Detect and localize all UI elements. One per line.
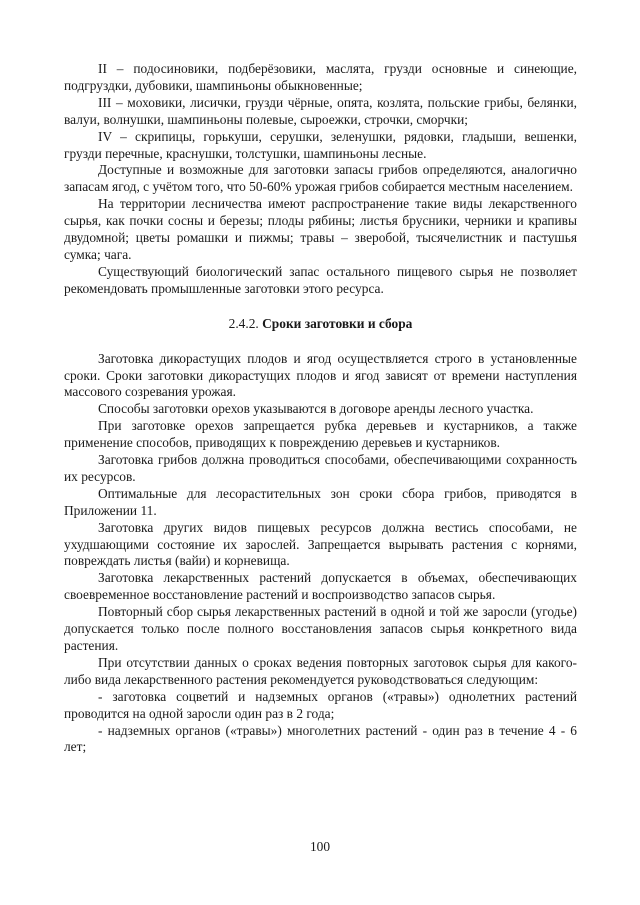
page-number: 100 [309,839,331,854]
paragraphs-bottom [64,351,577,757]
paragraph-mushroom-group-3: III – моховики, лисички, грузди чёрные, опята, козлята, польские грибы, белянки, валуи, волнушки, шампиньоны полевые, сыроежки, строчки, сморчки; [64,94,577,127]
paragraph: Заготовка других видов пищевых ресурсов должна вестись способами, не ухудшающими состояние их зарослей. Запрещается вырывать растения с корнями, повреждать листья (вайи) и корневища. [64,519,577,569]
list-item: - надземных органов («травы») многолетних растений - один раз в течение 4 - 6 лет; [64,722,577,755]
paragraph-mushroom-group-2: II – подосиновики, подберёзовики, маслята, грузди основные и синеющие, подгруздки, дубовики, шампиньоны обыкновенные; [64,61,577,93]
paragraph-mushroom-stocks: Доступные и возможные для заготовки запасы грибов определяются, аналогично запасам ягод, с учётом того, что 50-60% урожая грибов собирается местным населением. [64,162,577,195]
paragraph-other-food-resources: Существующий биологический запас остального пищевого сырья не позволяет рекомендовать промышленные заготовки этого ресурса. [64,263,577,296]
section-title: Сроки заготовки и сбора [262,315,413,331]
paragraph: Заготовка грибов должна проводиться способами, обеспечивающими сохранность их ресурсов. [64,452,577,484]
list-item: - заготовка соцветий и надземных органов («травы») однолетних растений проводится на одной заросли один раз в 2 года; [64,688,577,721]
paragraph: Способы заготовки орехов указываются в договоре аренды лесного участка. [98,401,534,417]
paragraph: Заготовка лекарственных растений допускается в объемах, обеспечивающих своевременное восстановление растений и воспроизводство запасов сырья. [64,570,577,603]
paragraph: Заготовка дикорастущих плодов и ягод осуществляется строго в установленные сроки. Сроки заготовки дикорастущих плодов и ягод зависят от времени наступления массового созревания урожая. [64,350,577,400]
section-heading [64,316,577,333]
paragraph-mushroom-group-4: IV – скрипицы, горькуши, серушки, зеленушки, рядовки, гладыши, вешенки, грузди перечные, краснушки, толстушки, шампиньоны лесные. [64,128,577,161]
spacer [64,333,577,351]
paragraph: Оптимальные для лесорастительных зон сроки сбора грибов, приводятся в Приложении 11. [64,485,577,518]
section-number: 2.4.2. [228,315,259,331]
page-body [64,61,577,756]
paragraphs-top [64,61,577,298]
spacer [64,298,577,316]
paragraph: Повторный сбор сырья лекарственных растений в одной и той же заросли (угодье) допускается только после полного восстановления запасов сырья конкретного вида растения. [64,604,577,653]
paragraph: При отсутствии данных о сроках ведения повторных заготовок сырья для какого-либо вида лекарственного растения рекомендуется руководствоваться следующим: [64,654,577,687]
paragraph: При заготовке орехов запрещается рубка деревьев и кустарников, а также применение способов, приводящих к повреждению деревьев и кустарников. [64,418,577,451]
paragraph-medicinal-raw-materials: На территории лесничества имеют распространение такие виды лекарственного сырья, как почки сосны и березы; плоды рябины; листья брусники, черники и крапивы двудомной; цветы ромашки и пижмы; травы – зверобой, тысячелистник и пастушья сумка; чага. [64,196,577,262]
